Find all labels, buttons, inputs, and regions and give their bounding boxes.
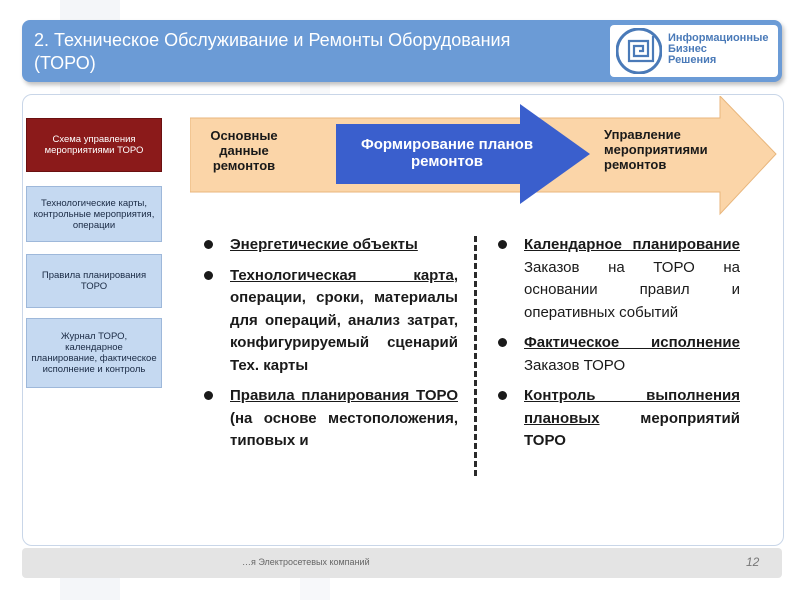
page-title: 2. Техническое Обслуживание и Ремонты Оборудования (ТОРО) xyxy=(34,30,511,73)
list-item: Фактическое исполнение Заказов ТОРО xyxy=(494,332,740,377)
list-item: Календарное планирование Заказов на ТОРО на основании правил и оперативных событий xyxy=(494,234,740,324)
planning-rules-link[interactable]: Правила планирования ТОРО xyxy=(230,387,458,404)
sidebar-item-planning-rules[interactable]: Правила планирования ТОРО xyxy=(26,254,162,308)
sidebar-item-scheme[interactable]: Схема управления мероприятиями ТОРО xyxy=(26,118,162,172)
bullet-icon xyxy=(498,338,507,347)
sidebar-item-tech-cards[interactable]: Технологические карты, контрольные мероприятия, операции xyxy=(26,186,162,242)
step-planning-label: Формирование планов ремонтов xyxy=(360,136,534,170)
page-number: 12 xyxy=(746,555,760,569)
column-divider xyxy=(474,236,477,476)
energy-objects-link[interactable]: Энергетические объекты xyxy=(230,236,418,253)
bullet-icon xyxy=(498,240,507,249)
bullet-icon xyxy=(498,391,507,400)
tech-card-link[interactable]: Технологическая карта xyxy=(230,266,454,284)
right-bullet-list xyxy=(494,234,740,594)
title-bar xyxy=(22,20,782,82)
bullet-icon xyxy=(204,240,213,249)
actual-execution-link[interactable]: Фактическое исполнение xyxy=(524,334,740,351)
company-logo xyxy=(610,25,778,77)
list-item: Технологическая карта, операции, сроки, материалы для операций, анализ затрат, конфигурируемый сценарий Тех. карты xyxy=(200,265,458,378)
left-bullet-list xyxy=(200,234,458,594)
bullet-icon xyxy=(204,271,213,280)
list-item: Контроль выполнения плановых мероприятий ТОРО xyxy=(494,385,740,453)
bullet-icon xyxy=(204,391,213,400)
list-item xyxy=(200,234,458,257)
control-link[interactable]: Контроль выполнения плановых xyxy=(524,387,740,427)
footer-text: …я Электросетевых компаний xyxy=(242,557,370,567)
step-management-label: Управление мероприятиями ремонтов xyxy=(604,127,708,172)
logo-text: Информационные Бизнес Решения xyxy=(668,32,769,66)
calendar-planning-link[interactable]: Календарное планирование xyxy=(524,236,740,253)
step-master-data-label: Основные данные ремонтов xyxy=(210,128,278,173)
spiral-logo-icon xyxy=(616,28,662,74)
footer-bar xyxy=(22,548,782,578)
list-item: Правила планирования ТОРО (на основе местоположения, типовых и xyxy=(200,385,458,453)
sidebar-item-journal[interactable]: Журнал ТОРО, календарное планирование, фактическое исполнение и контроль xyxy=(26,318,162,388)
